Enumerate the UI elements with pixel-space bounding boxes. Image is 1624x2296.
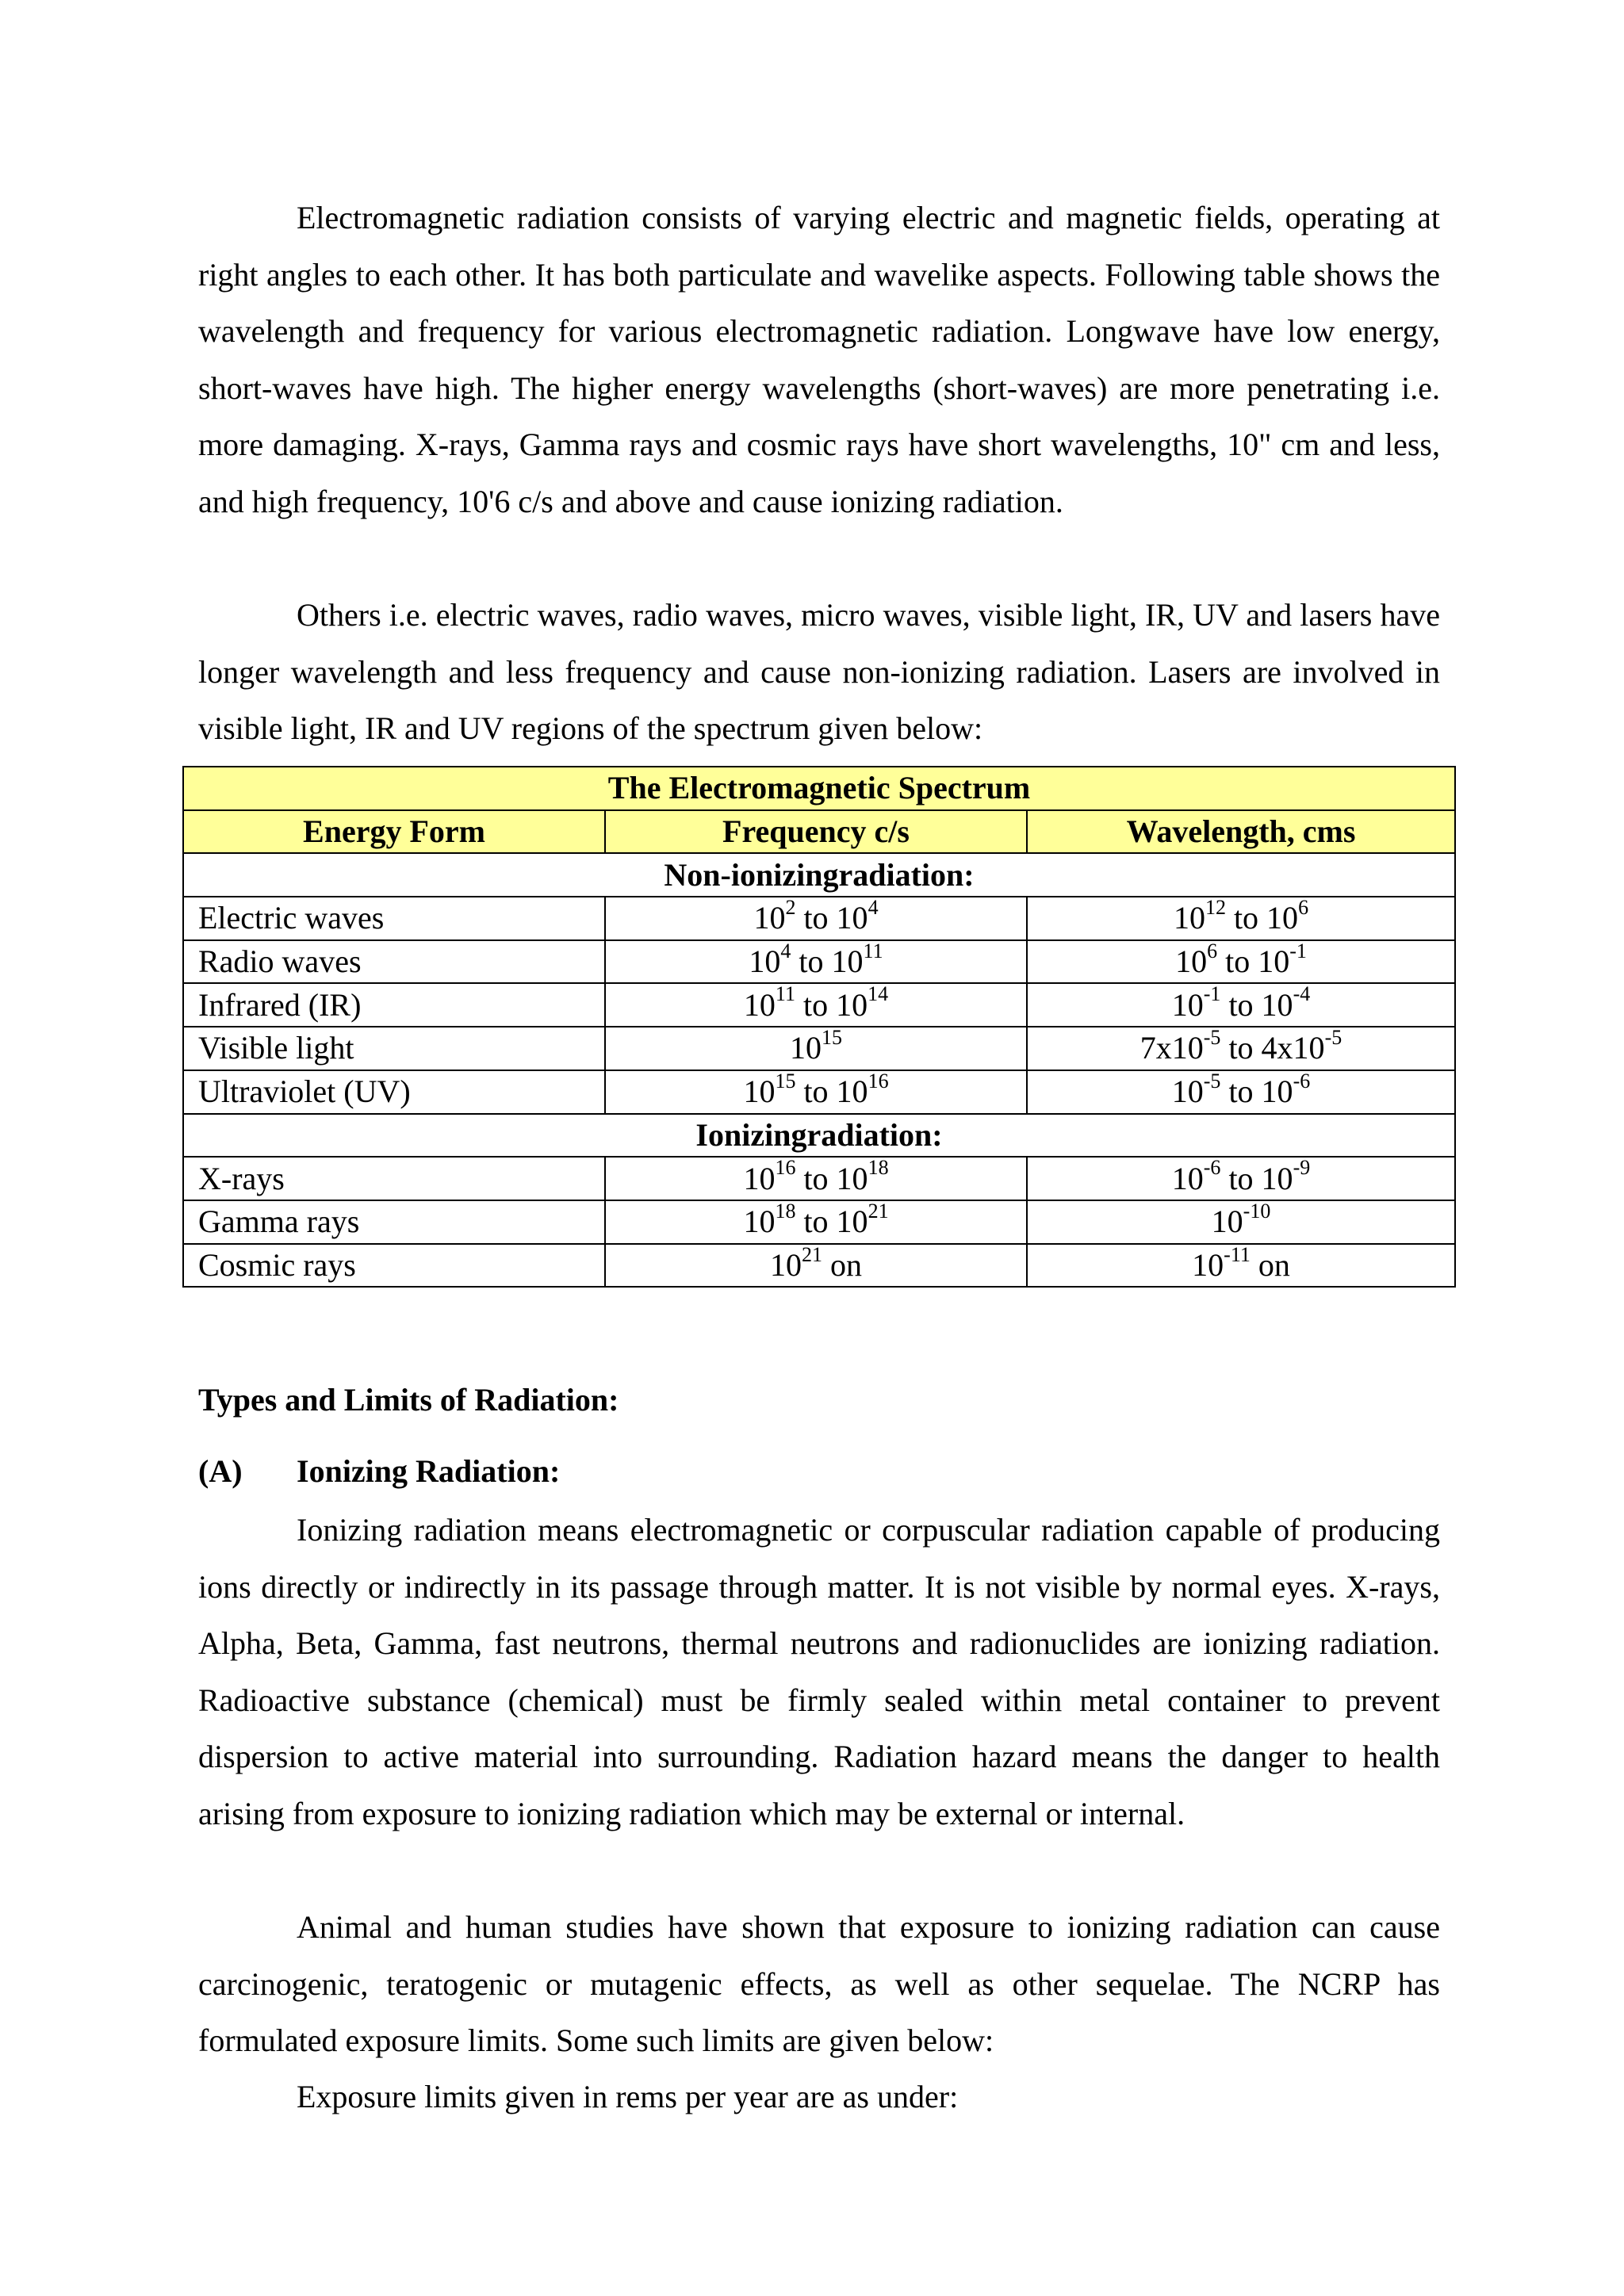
energy-form-cell: Radio waves	[183, 940, 605, 984]
exponent: 11	[863, 939, 883, 962]
value-text: 10	[1173, 900, 1205, 936]
wavelength-cell	[1027, 1244, 1455, 1288]
value-text: to 10	[1217, 943, 1290, 980]
exponent: 21	[802, 1242, 822, 1266]
value-text: to 10	[1220, 986, 1293, 1023]
exponent: -6	[1203, 1156, 1221, 1180]
wavelength-cell	[1027, 940, 1455, 984]
value-text: 7x10	[1139, 1030, 1204, 1066]
value-text: to 10	[1220, 1160, 1293, 1196]
intro-paragraph-1: Electromagnetic radiation consists of varying electric and magnetic fields, operating at right angles to each other. It has both particulate and wavelike aspects. Following table shows the wavelength and frequency for various electromagnetic radiation. Longwave have low energy, short-waves have high. The higher energy wavelengths (short-waves) are more penetrating i.e. more damaging. X-rays, Gamma rays and cosmic rays have short wavelengths, 10" cm and less, and high frequency, 10'6 c/s and above and cause ionizing radiation.	[198, 200, 1440, 519]
exponent: 11	[775, 982, 795, 1006]
wavelength-cell	[1027, 983, 1455, 1027]
exponent: 21	[868, 1199, 889, 1223]
value-text: 10	[743, 1160, 776, 1196]
table-row	[183, 1027, 1455, 1070]
table-row	[183, 1070, 1455, 1114]
table-row	[183, 1244, 1455, 1288]
exponent: 16	[868, 1069, 889, 1093]
wavelength-cell	[1027, 1157, 1455, 1200]
exponent: 16	[775, 1156, 796, 1180]
exponent: -5	[1324, 1026, 1342, 1050]
value-text: to 10	[795, 1073, 868, 1110]
value-text: 10	[1211, 1203, 1243, 1240]
value-text: 10	[770, 1246, 802, 1283]
exponent: 12	[1205, 896, 1226, 920]
value-text: to 10	[795, 986, 868, 1023]
table-row	[183, 940, 1455, 984]
table-title: The Electromagnetic Spectrum	[183, 767, 1455, 810]
wavelength-cell	[1027, 1070, 1455, 1114]
exponent: 15	[822, 1026, 842, 1050]
intro-paragraph-2: Others i.e. electric waves, radio waves, micro waves, visible light, IR, UV and lasers have longer wavelength and less frequency and cause non-ionizing radiation. Lasers are involved in visible light, IR and UV regions of the spectrum given below:	[198, 597, 1440, 746]
energy-form-cell: X-rays	[183, 1157, 605, 1200]
frequency-cell	[605, 1244, 1027, 1288]
wavelength-cell	[1027, 897, 1455, 940]
value-text: 10	[790, 1030, 822, 1066]
energy-form-cell: Cosmic rays	[183, 1244, 605, 1288]
section-a-title: Ionizing Radiation:	[297, 1453, 561, 1489]
exponent: 6	[1207, 939, 1218, 962]
frequency-cell	[605, 983, 1027, 1027]
energy-form-cell: Visible light	[183, 1027, 605, 1070]
section-a-letter: (A)	[198, 1453, 243, 1489]
exponent: -4	[1293, 982, 1311, 1006]
animal-studies-paragraph: Animal and human studies have shown that exposure to ionizing radiation can cause carcinogenic, teratogenic or mutagenic effects, as well as other sequelae. The NCRP has formulated exposure limits. Some such limits are given below:	[198, 1909, 1440, 2058]
energy-form-cell: Electric waves	[183, 897, 605, 940]
exponent: -6	[1293, 1069, 1311, 1093]
value-text: 10	[1171, 986, 1204, 1023]
exponent: -11	[1224, 1242, 1251, 1266]
exponent: 18	[868, 1156, 889, 1180]
group-label: Non-ionizingradiation:	[183, 853, 1455, 897]
exponent: 18	[775, 1199, 796, 1223]
exponent: -9	[1293, 1156, 1311, 1180]
value-text: 10	[743, 986, 776, 1023]
group-label: Ionizingradiation:	[183, 1114, 1455, 1158]
frequency-cell	[605, 1157, 1027, 1200]
exponent: 4	[868, 896, 879, 920]
exponent: -1	[1203, 982, 1221, 1006]
value-text: to 10	[1220, 1073, 1293, 1110]
value-text: on	[822, 1246, 862, 1283]
value-text: 10	[1171, 1160, 1204, 1196]
frequency-cell	[605, 940, 1027, 984]
value-text: to 10	[1225, 900, 1299, 936]
value-text: to 10	[795, 1203, 868, 1240]
ionizing-definition-paragraph: Ionizing radiation means electromagnetic or corpuscular radiation capable of producing ions directly or indirectly in its passage through matter. It is not visible by normal eyes. X-rays, Alpha, Beta, Gamma, fast neutrons, thermal neutrons and radionuclides are ionizing radiation. Radioactive substance (chemical) must be firmly sealed within metal container to prevent dispersion to active material into surrounding. Radiation hazard means the danger to health arising from exposure to ionizing radiation which may be external or internal.	[198, 1512, 1440, 1831]
wavelength-cell	[1027, 1200, 1455, 1244]
value-text: to 10	[791, 943, 864, 980]
exponent: 2	[785, 896, 796, 920]
exponent: 14	[868, 982, 889, 1006]
table-row	[183, 1200, 1455, 1244]
wavelength-cell	[1027, 1027, 1455, 1070]
exposure-limits-paragraph: Exposure limits given in rems per year are as under:	[297, 2079, 959, 2114]
column-header-frequency: Frequency c/s	[605, 810, 1027, 854]
frequency-cell	[605, 1027, 1027, 1070]
value-text: 10	[743, 1203, 776, 1240]
table-row	[183, 897, 1455, 940]
table-row	[183, 983, 1455, 1027]
value-text: on	[1250, 1246, 1290, 1283]
electromagnetic-spectrum-table	[182, 766, 1456, 1288]
frequency-cell	[605, 1200, 1027, 1244]
exponent: -5	[1203, 1069, 1221, 1093]
exponent: 6	[1298, 896, 1309, 920]
section-heading-types-and-limits: Types and Limits of Radiation:	[198, 1382, 619, 1418]
exponent: 15	[775, 1069, 796, 1093]
exponent: -1	[1289, 939, 1307, 962]
value-text: 10	[1175, 943, 1208, 980]
frequency-cell	[605, 1070, 1027, 1114]
energy-form-cell: Ultraviolet (UV)	[183, 1070, 605, 1114]
value-text: to 10	[795, 1160, 868, 1196]
column-header-wavelength: Wavelength, cms	[1027, 810, 1455, 854]
value-text: 10	[749, 943, 781, 980]
energy-form-cell: Infrared (IR)	[183, 983, 605, 1027]
value-text: 10	[1192, 1246, 1224, 1283]
frequency-cell	[605, 897, 1027, 940]
exponent: -10	[1243, 1199, 1271, 1223]
value-text: to 10	[795, 900, 868, 936]
exponent: 4	[780, 939, 791, 962]
value-text: 10	[1171, 1073, 1204, 1110]
column-header-energy-form: Energy Form	[183, 810, 605, 854]
section-a-heading	[198, 1448, 560, 1495]
exponent: -5	[1203, 1026, 1221, 1050]
value-text: 10	[753, 900, 786, 936]
table-row	[183, 1157, 1455, 1200]
energy-form-cell: Gamma rays	[183, 1200, 605, 1244]
value-text: to 4x10	[1220, 1030, 1325, 1066]
value-text: 10	[743, 1073, 776, 1110]
